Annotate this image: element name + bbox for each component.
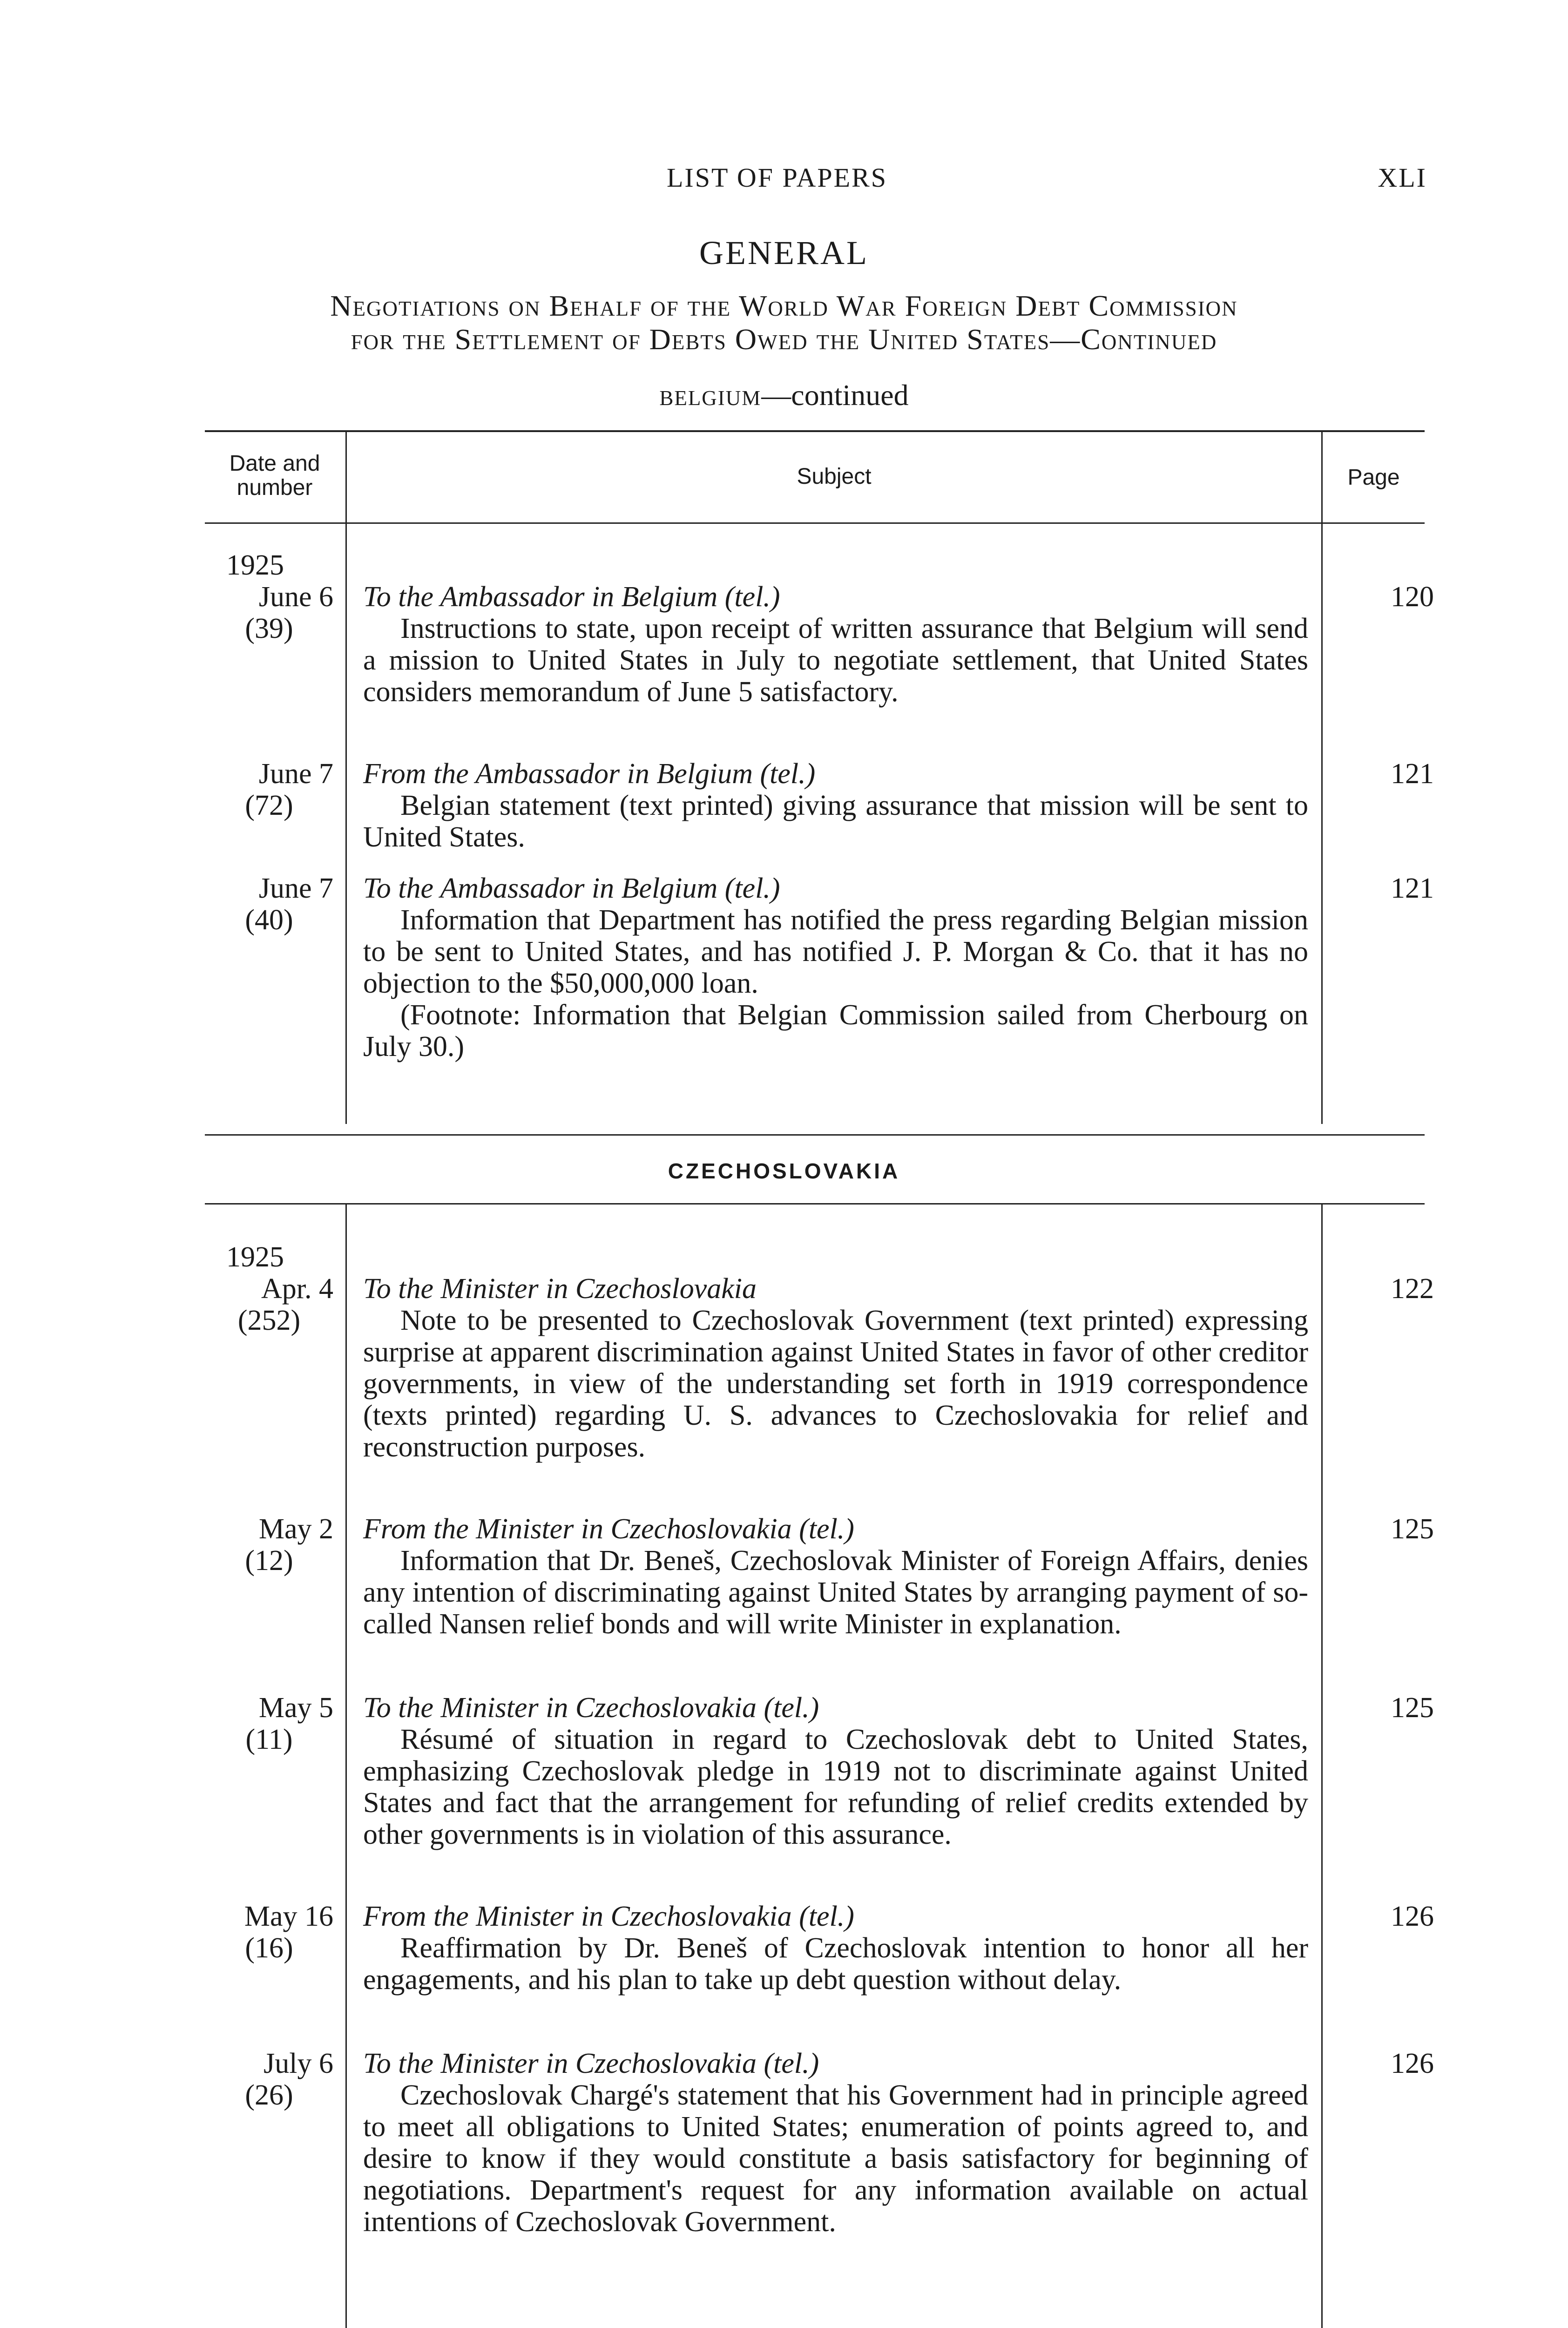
entry-title bbox=[363, 873, 1308, 904]
entry-description: Résumé of situation in regard to Czechoslovak debt to United States, emphasizing Czechoslovak pledge in 1919 not to discriminate against United States and fact that the arrangement for refunding of relief credits extended by other governments is in violation of this assurance. bbox=[363, 1724, 1308, 1850]
section-name-belgium: belgium bbox=[659, 379, 762, 412]
table1-bottom-rule bbox=[205, 1134, 1425, 1136]
entry-title-text: To the Minister in Czechoslovakia bbox=[363, 1692, 757, 1724]
entry-title-text: To the Ambassador in Belgium bbox=[363, 873, 718, 904]
heading-general: GENERAL bbox=[699, 234, 869, 271]
belgium-entry-1-page: 120 bbox=[1391, 581, 1434, 613]
entry-date: May 5 bbox=[258, 1692, 333, 1724]
table1-top-rule bbox=[205, 430, 1425, 432]
entry-description: Information that Department has notified the press regarding Belgian mission to be sent to United States, and has notified J. P. Morgan & Co. that it has no objection to the $50,000,000 loan. bbox=[363, 904, 1308, 999]
table1-divider-right bbox=[1321, 430, 1323, 1124]
entry-number: (12) bbox=[245, 1545, 293, 1577]
cz-entry-1-date-cell bbox=[177, 1241, 333, 1336]
entry-title-suffix: (tel.) bbox=[764, 2048, 819, 2079]
entry-title-text: From the Ambassador in Belgium bbox=[363, 758, 753, 790]
table2-top-rule bbox=[205, 1203, 1425, 1205]
entry-description: Note to be presented to Czechoslovak Government (text printed) expressing surprise at apparent discrimination against United States in favor of other creditor governments, in view of the understanding set forth in 1919 correspondence (texts printed) regarding U. S. advances to Czechoslovakia for relief and reconstruction purposes. bbox=[363, 1305, 1308, 1463]
entry-title-suffix: (tel.) bbox=[799, 1901, 854, 1932]
entry-title-suffix: (tel.) bbox=[799, 1513, 854, 1545]
entry-description: Instructions to state, upon receipt of written assurance that Belgium will send a mission to United States in July to negotiate settlement, that United States considers memorandum of June 5 satisfactory. bbox=[363, 613, 1308, 708]
entry-title-suffix: (tel.) bbox=[724, 581, 780, 613]
entry-date: June 7 bbox=[258, 873, 333, 904]
entry-number: (39) bbox=[245, 613, 293, 644]
entry-title bbox=[363, 2048, 1308, 2079]
cz-entry-5-page: 126 bbox=[1391, 2048, 1434, 2079]
running-head-page-numeral: XLI bbox=[1378, 162, 1427, 193]
entry-title-suffix: (tel.) bbox=[760, 758, 816, 790]
entry-title-suffix: (tel.) bbox=[724, 873, 780, 904]
entry-title bbox=[363, 758, 1308, 790]
entry-date: July 6 bbox=[264, 2048, 333, 2079]
entry-title-text: To the Minister in Czechoslovakia bbox=[363, 2048, 757, 2079]
entry-title-text: From the Minister in Czechoslovakia bbox=[363, 1901, 792, 1932]
belgium-entry-1-date-cell bbox=[177, 549, 333, 644]
belgium-entry-2-page: 121 bbox=[1391, 758, 1434, 790]
entry-description: Reaffirmation by Dr. Beneš of Czechoslovak intention to honor all her engagements, and his plan to take up debt question without delay. bbox=[363, 1932, 1308, 1996]
entry-number: (16) bbox=[245, 1932, 293, 1964]
cz-entry-3-page: 125 bbox=[1391, 1692, 1434, 1724]
cz-entry-3-subject bbox=[363, 1692, 1308, 1850]
column-header-date bbox=[205, 452, 345, 500]
entry-description: Information that Dr. Beneš, Czechoslovak Minister of Foreign Affairs, denies any intention of discriminating against United States by arranging payment of so-called Nansen relief bonds and will write Minister in explanation. bbox=[363, 1545, 1308, 1640]
cz-year: 1925 bbox=[226, 1241, 284, 1273]
entry-title bbox=[363, 1692, 1308, 1724]
column-header-date-l2: number bbox=[237, 475, 313, 500]
heading-subtitle-line1: Negotiations on Behalf of the World War Foreign Debt Commission bbox=[330, 289, 1238, 322]
cz-entry-4-subject bbox=[363, 1901, 1308, 1996]
section-heading-czechoslovakia: CZECHOSLOVAKIA bbox=[668, 1159, 900, 1183]
cz-entry-2-page: 125 bbox=[1391, 1513, 1434, 1545]
entry-title bbox=[363, 1513, 1308, 1545]
cz-entry-4-date-cell bbox=[177, 1901, 333, 1964]
entry-number: (11) bbox=[245, 1724, 293, 1755]
heading-subtitle-line2: for the Settlement of Debts Owed the United States—Continued bbox=[351, 323, 1217, 356]
entry-date: Apr. 4 bbox=[261, 1273, 333, 1305]
cz-entry-1-page: 122 bbox=[1391, 1273, 1434, 1305]
entry-title-text: From the Minister in Czechoslovakia bbox=[363, 1513, 792, 1545]
cz-entry-2-date-cell bbox=[177, 1513, 333, 1577]
running-head-title: LIST OF PAPERS bbox=[667, 162, 887, 193]
entry-date: June 7 bbox=[258, 758, 333, 790]
entry-date: June 6 bbox=[258, 581, 333, 613]
entry-number: (72) bbox=[245, 790, 293, 821]
entry-title bbox=[363, 1901, 1308, 1932]
belgium-entry-2-subject bbox=[363, 758, 1308, 853]
table2-divider-right bbox=[1321, 1203, 1323, 2328]
cz-entry-5-subject bbox=[363, 2048, 1308, 2238]
entry-footnote: (Footnote: Information that Belgian Commission sailed from Cherbourg on July 30.) bbox=[363, 999, 1308, 1062]
entry-number: (26) bbox=[245, 2079, 293, 2111]
table2-divider-left bbox=[345, 1203, 347, 2328]
belgium-entry-3-subject bbox=[363, 873, 1308, 1062]
entry-number: (252) bbox=[237, 1305, 301, 1336]
entry-title bbox=[363, 581, 1308, 613]
entry-title bbox=[363, 1273, 1308, 1305]
cz-entry-4-page: 126 bbox=[1391, 1901, 1434, 1932]
entry-date: May 2 bbox=[258, 1513, 333, 1545]
column-header-date-l1: Date and bbox=[229, 451, 320, 476]
cz-entry-5-date-cell bbox=[177, 2048, 333, 2111]
table1-divider-left bbox=[345, 430, 347, 1124]
table1-header-rule bbox=[205, 522, 1425, 524]
section-heading-belgium bbox=[0, 378, 1568, 413]
belgium-year: 1925 bbox=[226, 549, 284, 581]
belgium-entry-3-date-cell bbox=[177, 873, 333, 936]
belgium-entry-3-page: 121 bbox=[1391, 873, 1434, 904]
belgium-entry-1-subject bbox=[363, 581, 1308, 708]
entry-title-text: To the Ambassador in Belgium bbox=[363, 581, 718, 613]
entry-description: Belgian statement (text printed) giving assurance that mission will be sent to United States. bbox=[363, 790, 1308, 853]
entry-date: May 16 bbox=[244, 1901, 333, 1932]
cz-entry-3-date-cell bbox=[177, 1692, 333, 1755]
column-header-page: Page bbox=[1347, 465, 1400, 490]
column-header-subject: Subject bbox=[797, 464, 872, 489]
entry-title-suffix: (tel.) bbox=[764, 1692, 819, 1724]
entry-number: (40) bbox=[245, 904, 293, 936]
belgium-entry-2-date-cell bbox=[177, 758, 333, 821]
cz-entry-2-subject bbox=[363, 1513, 1308, 1640]
section-suffix-belgium: —continued bbox=[761, 379, 909, 412]
cz-entry-1-subject bbox=[363, 1273, 1308, 1463]
entry-description: Czechoslovak Chargé's statement that his Government had in principle agreed to meet all obligations to United States; enumeration of points agreed to, and desire to know if they would constitute a basis satisfactory for beginning of negotiations. Department's request for any information available on actual intentions of Czechoslovak Government. bbox=[363, 2079, 1308, 2238]
entry-title-text: To the Minister in Czechoslovakia bbox=[363, 1273, 757, 1305]
